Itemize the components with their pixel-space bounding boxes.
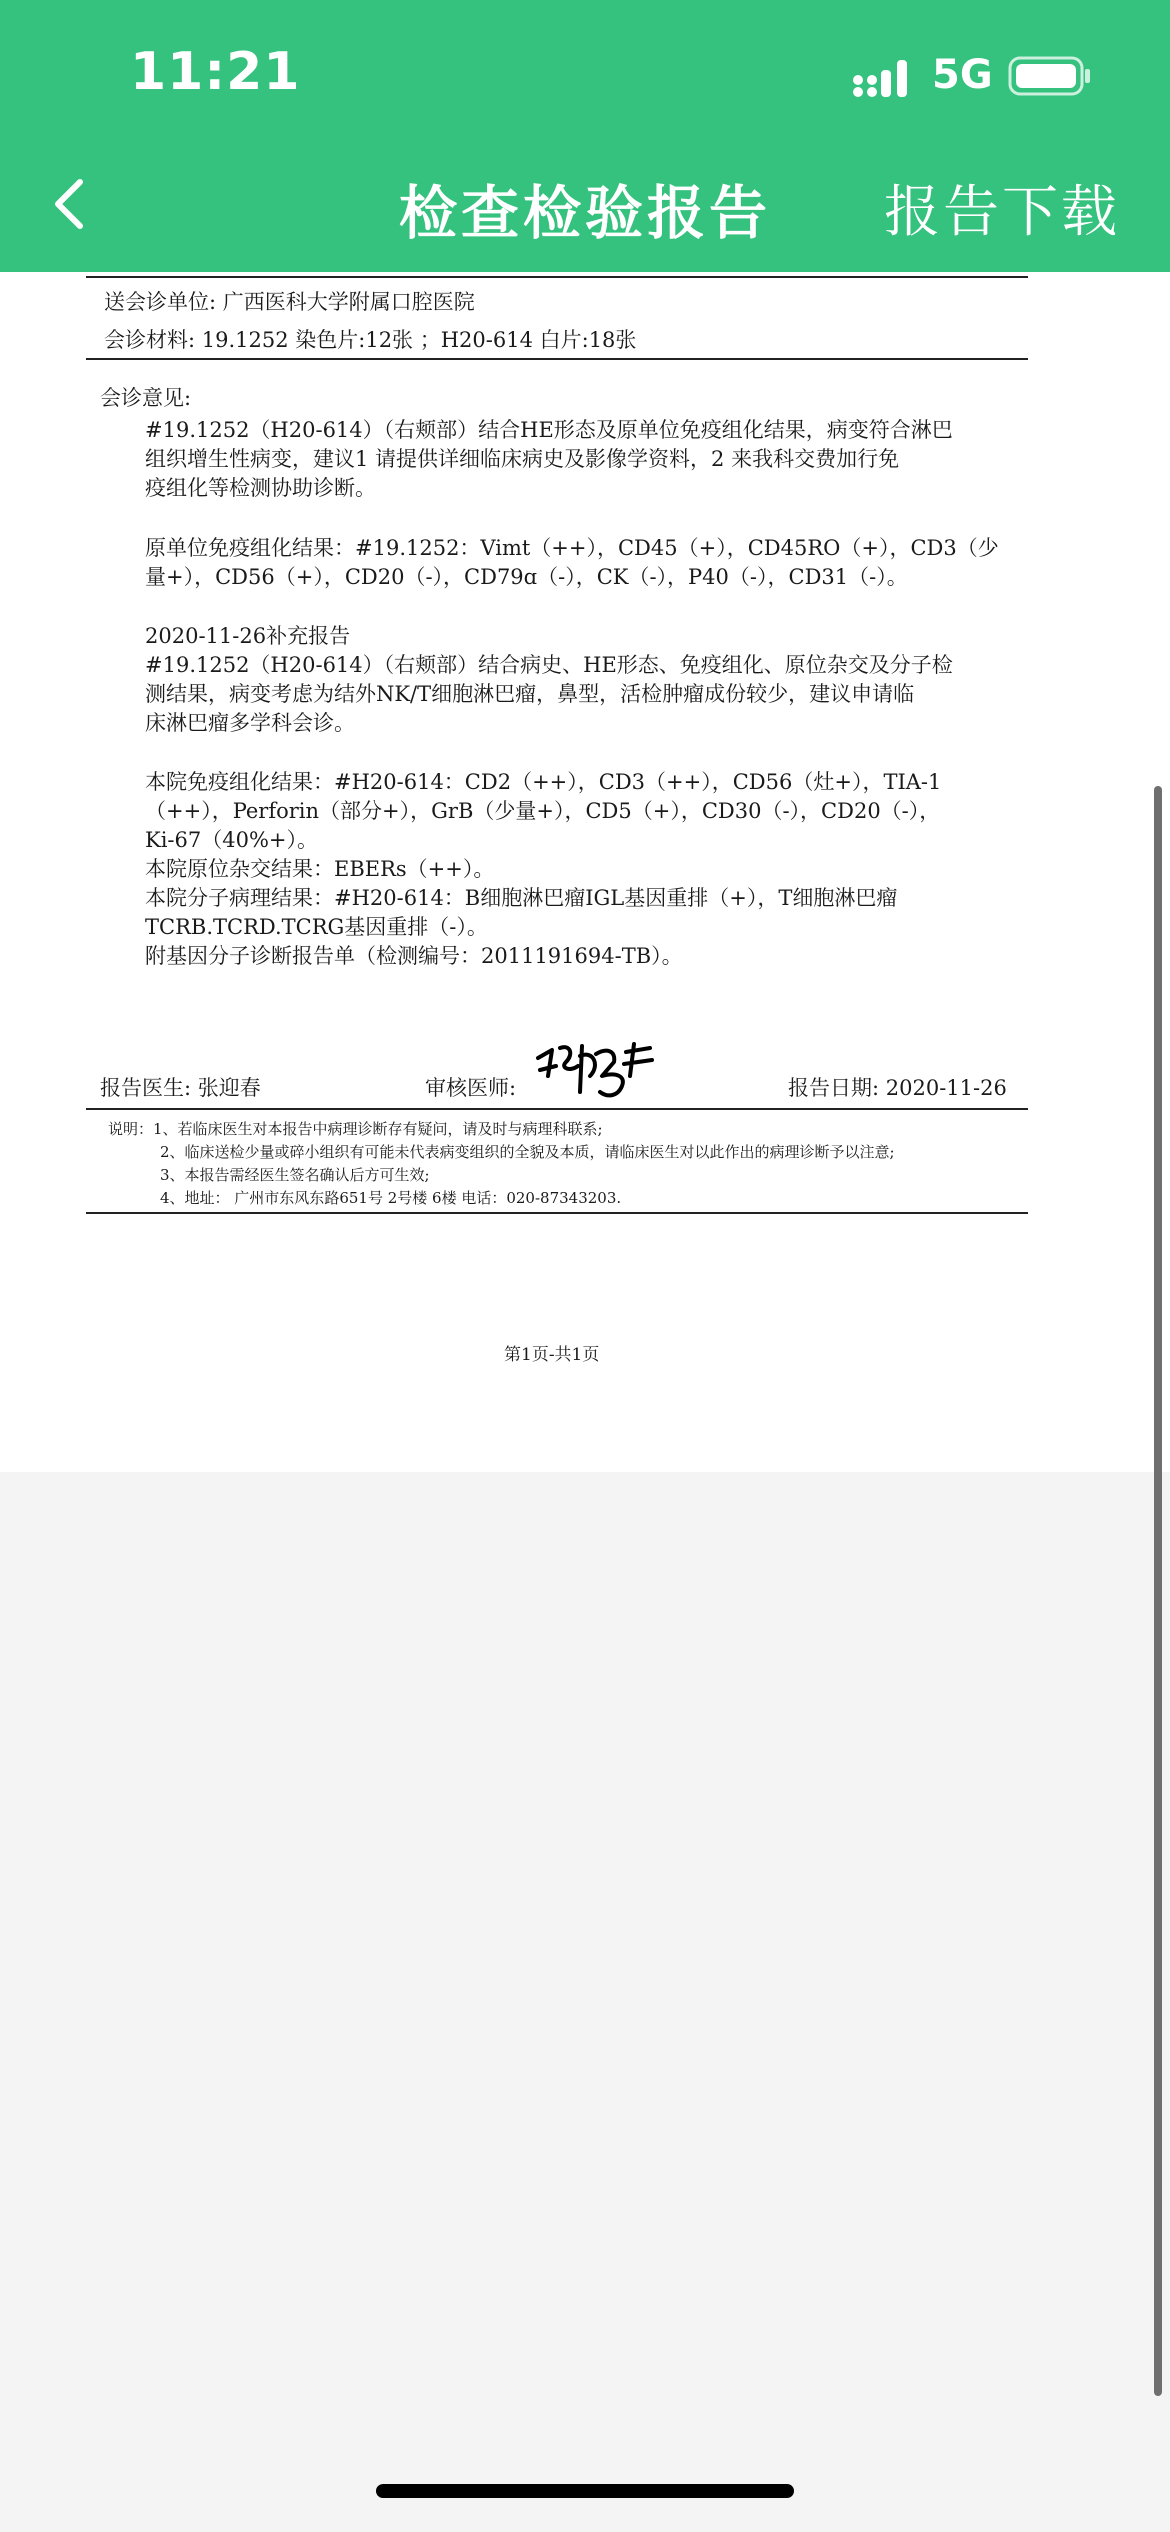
report-date: 报告日期: 2020-11-26	[788, 1076, 1007, 1100]
report-line: 原单位免疫组化结果：#19.1252：Vimt（++），CD45（+），CD45RO（+），CD3（少	[145, 536, 999, 560]
consult-unit: 送会诊单位: 广西医科大学附属口腔医院	[104, 290, 475, 314]
header-divider	[86, 358, 1028, 360]
report-line: 床淋巴瘤多学科会诊。	[145, 711, 355, 735]
note-line: 3、本报告需经医生签名确认后方可生效;	[160, 1166, 430, 1184]
report-line: （++），Perforin（部分+），GrB（少量+），CD5（+），CD30（-），CD20（-），	[145, 799, 941, 823]
consult-material: 会诊材料: 19.1252 染色片:12张 ；H20-614 白片:18张	[104, 328, 637, 352]
scrollbar[interactable]	[1154, 786, 1162, 2396]
report-line: #19.1252（H20-614）（右颊部）结合HE形态及原单位免疫组化结果，病变符合淋巴	[145, 418, 953, 442]
footer-divider	[86, 1108, 1028, 1110]
reporter: 报告医生: 张迎春	[100, 1076, 261, 1100]
reviewer-signature	[530, 1036, 660, 1106]
signal-icon	[852, 56, 916, 98]
status-time: 11:21	[130, 42, 301, 102]
app-header	[0, 0, 1170, 272]
report-line: 本院免疫组化结果：#H20-614：CD2（++），CD3（++），CD56（灶+），TIA-1	[145, 770, 942, 794]
opinion-heading: 会诊意见:	[100, 386, 192, 410]
report-line: 量+），CD56（+），CD20（-），CD79ɑ（-），CK（-），P40（-），CD31（-）。	[145, 565, 908, 589]
report-line: Ki-67（40%+）。	[145, 828, 318, 852]
top-divider	[86, 276, 1028, 278]
report-line: 本院原位杂交结果：EBERs（++）。	[145, 857, 495, 881]
page-title: 检查检验报告	[398, 179, 771, 247]
home-indicator[interactable]	[376, 2484, 794, 2498]
report-line: #19.1252（H20-614）（右颊部）结合病史、HE形态、免疫组化、原位杂交及分子检	[145, 653, 953, 677]
network-label: 5G	[932, 52, 993, 98]
download-report-button[interactable]: 报告下载	[884, 180, 1120, 245]
report-line: TCRB.TCRD.TCRG基因重排（-）。	[145, 915, 488, 939]
report-line: 测结果，病变考虑为结外NK/T细胞淋巴瘤，鼻型，活检肿瘤成份较少，建议申请临	[145, 682, 915, 706]
bottom-divider	[86, 1212, 1028, 1214]
note-line: 4、地址： 广州市东风东路651号 2号楼 6楼 电话：020-87343203.	[160, 1189, 622, 1207]
report-line: 本院分子病理结果：#H20-614：B细胞淋巴瘤IGL基因重排（+），T细胞淋巴瘤	[145, 886, 898, 910]
report-document	[0, 272, 1170, 1472]
battery-icon	[1008, 56, 1092, 96]
report-line: 疫组化等检测协助诊断。	[145, 476, 376, 500]
report-line: 附基因分子诊断报告单（检测编号：2011191694-TB）。	[145, 944, 683, 968]
report-line: 组织增生性病变，建议1 请提供详细临床病史及影像学资料，2 来我科交费加行免	[145, 447, 900, 471]
reviewer-label: 审核医师:	[425, 1076, 517, 1100]
note-line: 说明：1、若临床医生对本报告中病理诊断存有疑问，请及时与病理科联系;	[108, 1120, 603, 1138]
report-line: 2020-11-26补充报告	[145, 624, 351, 648]
note-line: 2、临床送检少量或碎小组织有可能未代表病变组织的全貌及本质，请临床医生对以此作出的病理诊断予以注意;	[160, 1143, 895, 1161]
page-number: 第1页-共1页	[504, 1345, 600, 1365]
